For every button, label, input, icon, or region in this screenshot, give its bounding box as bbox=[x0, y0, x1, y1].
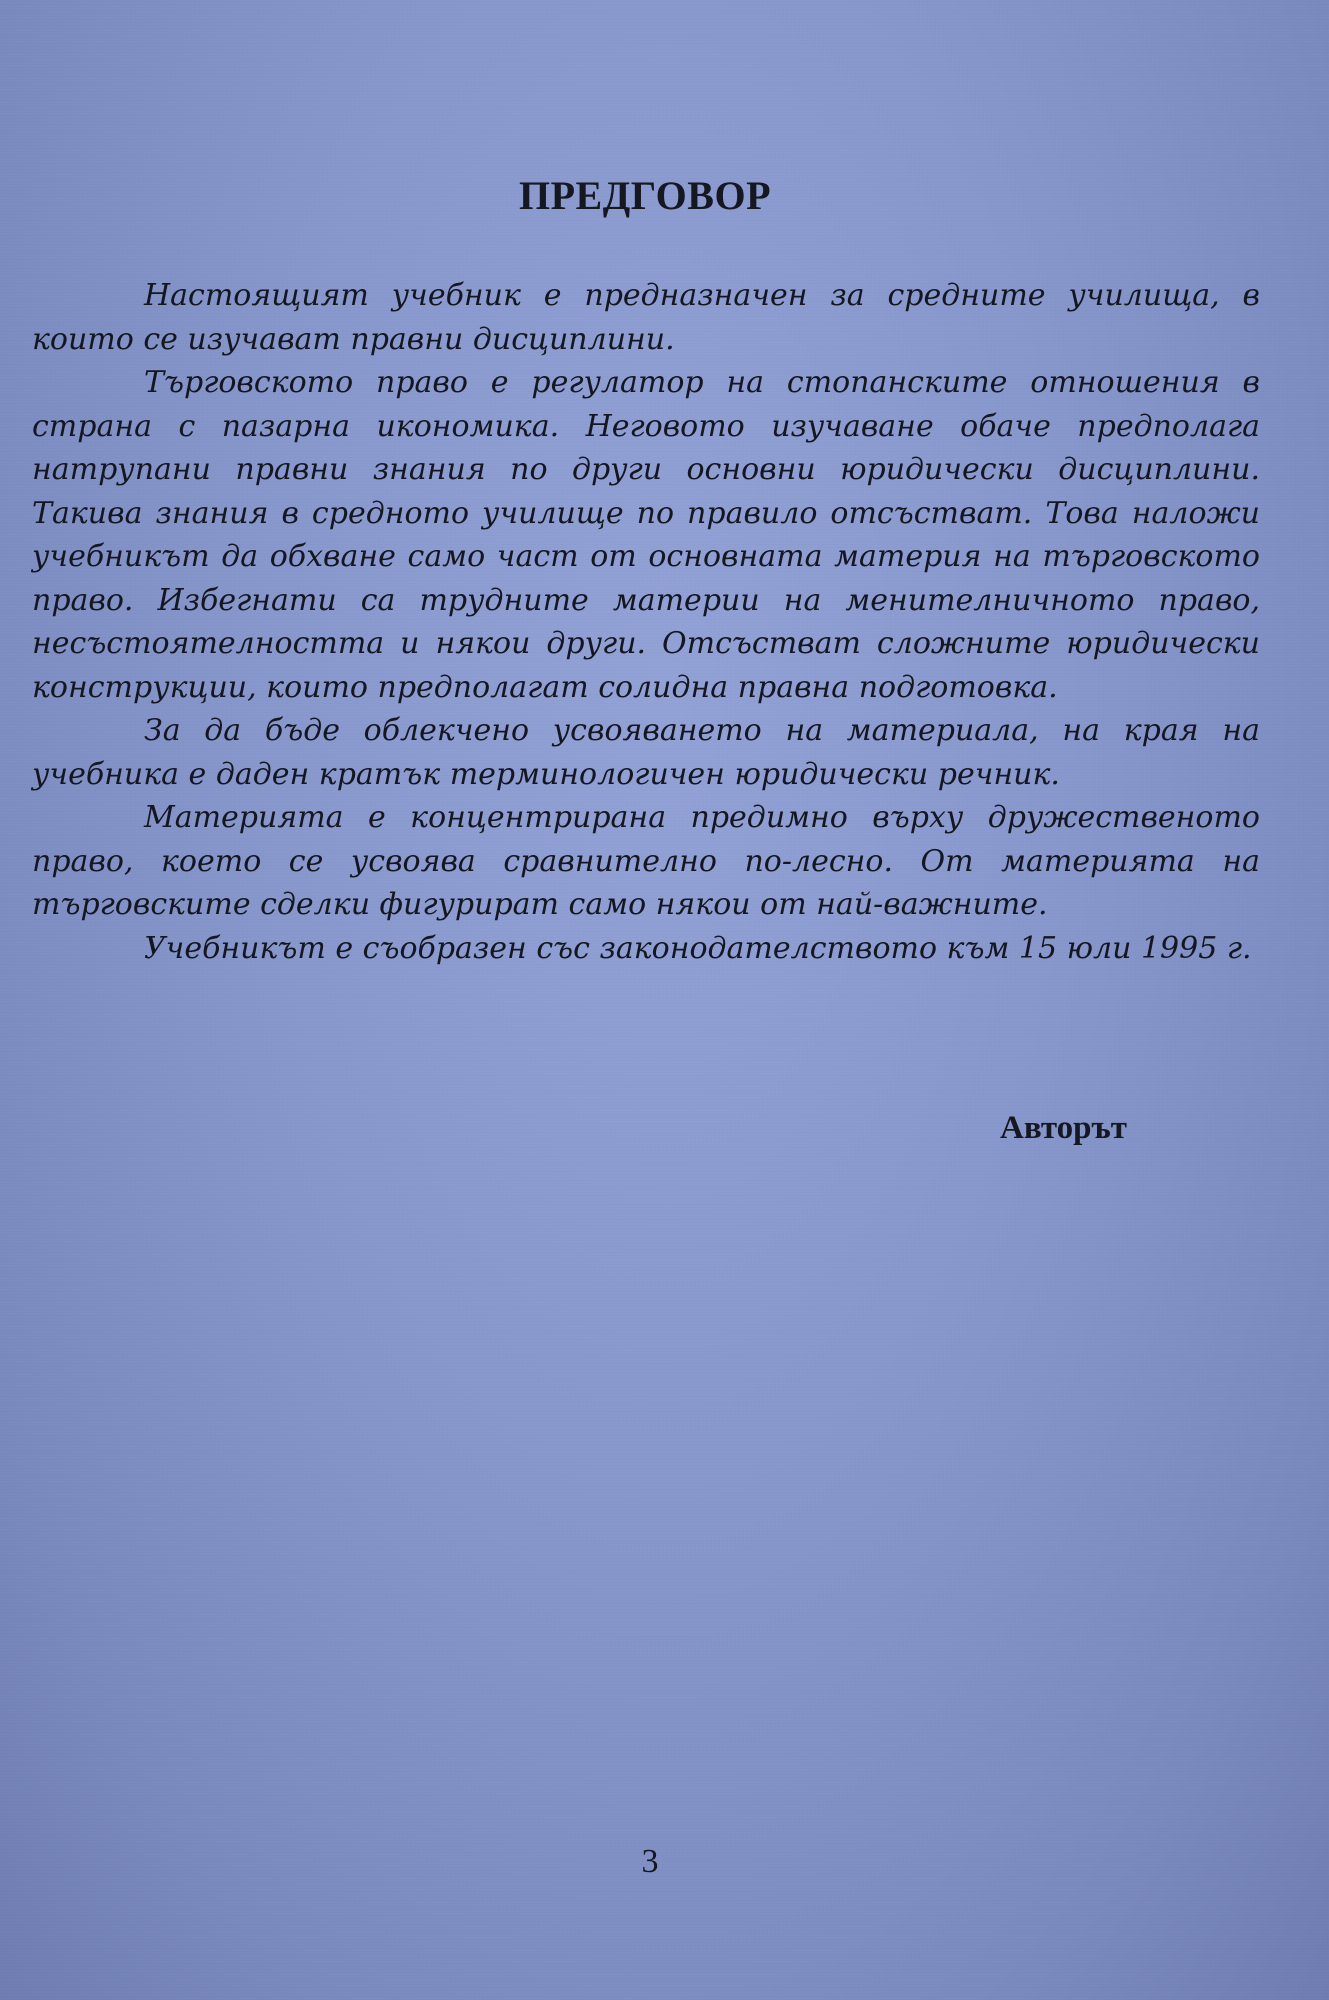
page-number: 3 bbox=[641, 1843, 659, 1880]
paragraph-5: Учебникът е съобразен със законодателството към 15 юли 1995 г. bbox=[144, 930, 1252, 966]
paragraph-3: За да бъде облекчено усвояването на материала, на края на учебника е даден кратък терминологичен юридически речник. bbox=[32, 713, 1260, 792]
page-title: ПРЕДГОВОР bbox=[518, 173, 772, 218]
paragraph-2: Търговското право е регулатор на стопанските отношения в страна с пазарна икономика. Неговото изучаване обаче предполага натрупани правни знания по други основни юридически дисциплини. Такива знания в средното училище по правило отсъстват. Това наложи учебникът да обхване само част от основната материя на търговското право. Избегнати са трудните материи на менителничното право, несъстоятелността и някои други. Отсъстват сложните юридически конструкции, които предполагат солидна правна подготовка. bbox=[32, 365, 1260, 705]
preface-body bbox=[32, 274, 1260, 970]
author-signature: Авторът bbox=[1000, 1110, 1127, 1146]
paragraph-1: Настоящият учебник е предназначен за средните училища, в които се изучават правни дисциплини. bbox=[32, 278, 1260, 357]
paragraph-4: Материята е концентрирана предимно върху дружественото право, което се усвоява сравнително по-лесно. От материята на търговските сделки фигурират само някои от най-важните. bbox=[32, 800, 1260, 922]
